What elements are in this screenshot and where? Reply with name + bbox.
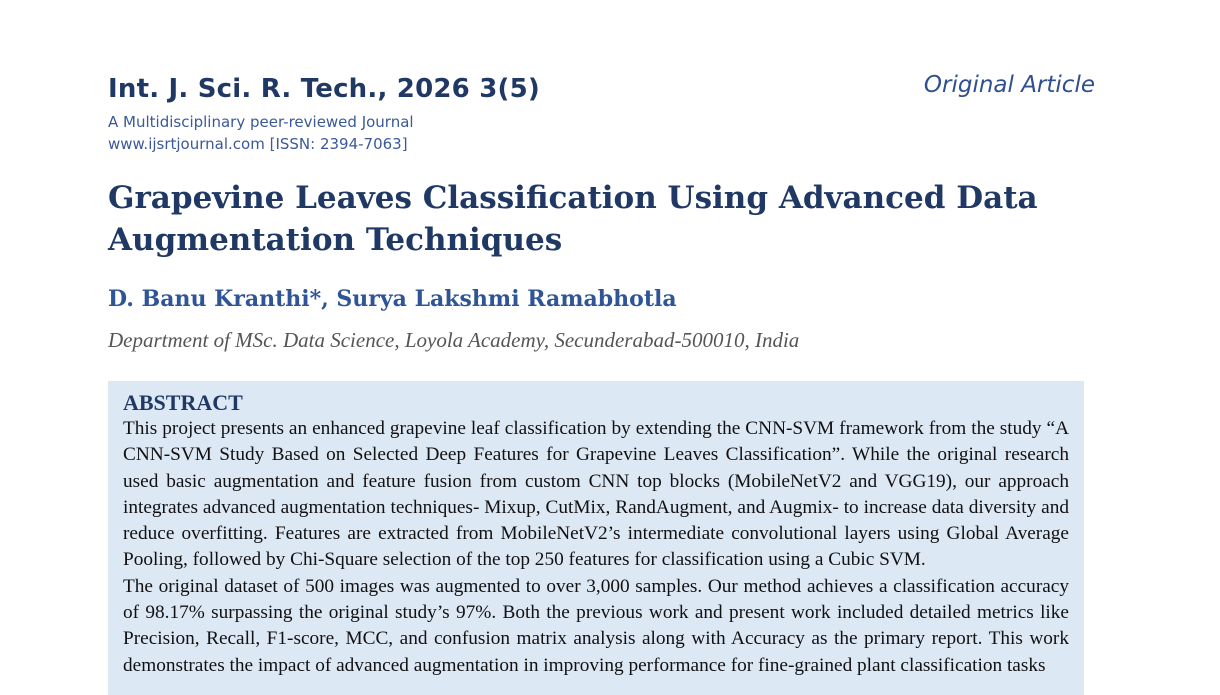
affiliation: Department of MSc. Data Science, Loyola Academy, Secunderabad-500010, India: [108, 328, 800, 352]
journal-website: www.ijsrtjournal.com [ISSN: 2394-7063]: [108, 135, 408, 153]
journal-title: Int. J. Sci. R. Tech., 2026 3(5): [108, 74, 540, 104]
author-list: D. Banu Kranthi*, Surya Lakshmi Ramabhotla: [108, 286, 677, 312]
abstract-paragraph: The original dataset of 500 images was augmented to over 3,000 samples. Our method achieves a classification accuracy of 98.17% surpassing the original study’s 97%. Both the previous work and present work included detailed metrics like Precision, Recall, F1-score, MCC, and confusion matrix analysis along with Accuracy as the primary report. This work demonstrates the impact of advanced augmentation in improving performance for fine-grained plant classification tasks: [123, 575, 1069, 676]
article-type-label: Original Article: [923, 72, 1095, 98]
abstract-box: [108, 381, 1084, 695]
abstract-heading: ABSTRACT: [123, 390, 243, 415]
journal-subtitle: A Multidisciplinary peer-reviewed Journal: [108, 113, 414, 131]
paper-title: Grapevine Leaves Classification Using Advanced Data Augmentation Techniques: [108, 180, 1038, 258]
abstract-paragraph: This project presents an enhanced grapevine leaf classification by extending the CNN-SVM framework from the study “A CNN-SVM Study Based on Selected Deep Features for Grapevine Leaves Classification”. While the original research used basic augmentation and feature fusion from custom CNN top blocks (MobileNetV2 and VGG19), our approach integrates advanced augmentation techniques- Mixup, CutMix, RandAugment, and Augmix- to increase data diversity and reduce overfitting. Features are extracted from MobileNetV2’s intermediate convolutional layers using Global Average Pooling, followed by Chi-Square selection of the top 250 features for classification using a Cubic SVM.: [123, 418, 1069, 571]
